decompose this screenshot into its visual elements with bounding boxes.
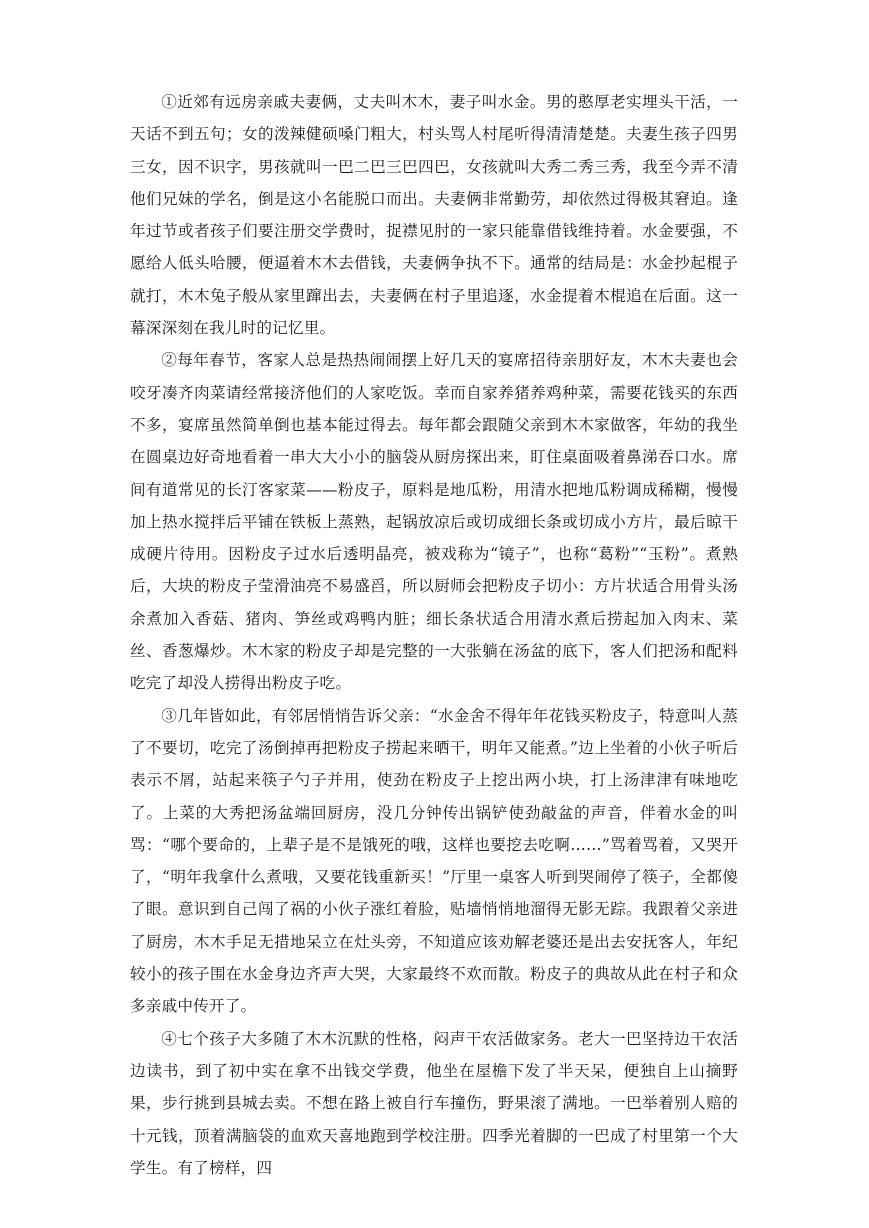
document-page bbox=[130, 86, 738, 1184]
paragraph-3: ③几年皆如此，有邻居悄悄告诉父亲：“水金舍不得年年花钱买粉皮子，特意叫人蒸了不要切，吃完了汤倒掉再把粉皮子捞起来晒干，明年又能煮。”边上坐着的小伙子听后表示不屑，站起来筷子勺子并用，使劲在粉皮子上挖出两小块，打上汤津津有味地吃了。上菜的大秀把汤盆端回厨房，没几分钟传出锅铲使劲敲盆的声音，伴着水金的叫骂：“哪个要命的，上辈子是不是饿死的哦，这样也要挖去吃啊……”骂着骂着，又哭开了，“明年我拿什么煮哦，又要花钱重新买！”厅里一桌客人听到哭闹停了筷子，全都傻了眼。意识到自己闯了祸的小伙子涨红着脸，贴墙悄悄地溜得无影无踪。我跟着父亲进了厨房，木木手足无措地呆立在灶头旁，不知道应该劝解老婆还是出去安抚客人，年纪较小的孩子围在水金身边齐声大哭，大家最终不欢而散。粉皮子的典故从此在村子和众多亲戚中传开了。 bbox=[130, 706, 738, 1016]
paragraph-1: ①近郊有远房亲戚夫妻俩，丈夫叫木木，妻子叫水金。男的憨厚老实埋头干活，一天话不到五句；女的泼辣健硕嗓门粗大，村头骂人村尾听得清清楚楚。夫妻生孩子四男三女，因不识字，男孩就叫一巴二巴三巴四巴，女孩就叫大秀二秀三秀，我至今弄不清他们兄妹的学名，倒是这小名能脱口而出。夫妻俩非常勤劳，却依然过得极其窘迫。逢年过节或者孩子们要注册交学费时，捉襟见肘的一家只能靠借钱维持着。水金要强，不愿给人低头哈腰，便逼着木木去借钱，夫妻俩争执不下。通常的结局是：水金抄起棍子就打，木木兔子般从家里蹿出去，夫妻俩在村子里追逐，水金提着木棍追在后面。这一幕深深刻在我儿时的记忆里。 bbox=[130, 93, 738, 338]
paragraph-4: ④七个孩子大多随了木木沉默的性格，闷声干农活做家务。老大一巴坚持边干农活边读书，到了初中实在拿不出钱交学费，他坐在屋檐下发了半天呆，便独自上山摘野果，步行挑到县城去卖。不想在路上被自行车撞伤，野果滚了满地。一巴举着别人赔的十元钱，顶着满脑袋的血欢天喜地跑到学校注册。四季光着脚的一巴成了村里第一个大学生。有了榜样，四 bbox=[130, 1029, 738, 1177]
paragraph-2: ②每年春节，客家人总是热热闹闹摆上好几天的宴席招待亲朋好友，木木夫妻也会咬牙凑齐肉菜请经常接济他们的人家吃饭。幸而自家养猪养鸡种菜，需要花钱买的东西不多，宴席虽然简单倒也基本能过得去。每年都会跟随父亲到木木家做客，年幼的我坐在圆桌边好奇地看着一串大大小小的脑袋从厨房探出来，盯住桌面吸着鼻涕吞口水。席间有道常见的长汀客家菜——粉皮子，原料是地瓜粉，用清水把地瓜粉调成稀糊，慢慢加上热水搅拌后平铺在铁板上蒸熟，起锅放凉后或切成细长条或切成小方片，最后晾干成硬片待用。因粉皮子过水后透明晶亮，被戏称为“镜子”，也称“葛粉”“玉粉”。煮熟后，大块的粉皮子莹滑油亮不易盛舀，所以厨师会把粉皮子切小：方片状适合用骨头汤余煮加入香菇、猪肉、笋丝或鸡鸭内脏；细长条状适合用清水煮后捞起加入肉末、菜丝、香葱爆炒。木木家的粉皮子却是完整的一大张躺在汤盆的底下，客人们把汤和配料吃完了却没人捞得出粉皮子吃。 bbox=[130, 351, 738, 693]
